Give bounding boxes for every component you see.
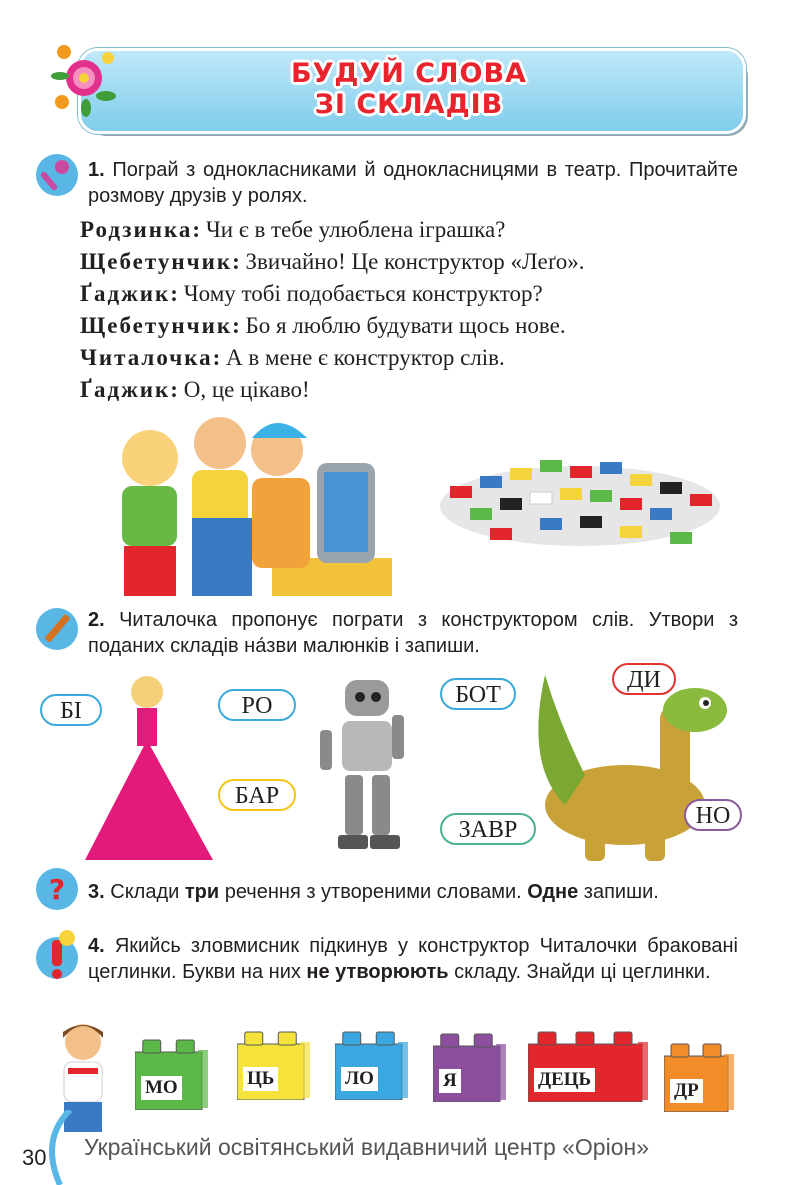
lego-brick-label: МО	[141, 1076, 182, 1100]
lego-brick-label: Я	[439, 1069, 461, 1093]
lego-brick[interactable]	[135, 1038, 210, 1110]
exercise-1-instruction: Пограй з однокласниками й однокласницями в театр. Прочитайте розмову друзів у ролях.	[88, 159, 739, 207]
exercise-2-instruction: Читалочка пропонує пограти з конструктором слів. Утвори з поданих складів на́зви малюнків і запиши.	[88, 609, 738, 657]
lego-brick[interactable]	[433, 1032, 508, 1102]
dialog-text: Бо я люблю будувати щось нове.	[245, 313, 566, 338]
pen-icon	[34, 606, 80, 652]
exercise-3-bold-b: Одне	[527, 881, 579, 903]
exercise-3-bold-a: три	[184, 881, 220, 903]
lego-brick[interactable]	[528, 1030, 650, 1102]
exercise-4-bold: не утворюють	[306, 961, 449, 983]
speaker-name: Щебетунчик	[80, 313, 233, 338]
dialog-line: Щебетунчик: Бо я люблю будувати щось нове.	[80, 313, 566, 338]
lego-brick[interactable]	[335, 1030, 410, 1100]
robot-illustration	[300, 675, 440, 855]
question-mark-icon	[34, 866, 80, 912]
svg-text:?: ?	[48, 873, 66, 906]
exercise-4-number: 4.	[88, 935, 105, 957]
exercise-4-text-b: складу. Знайди ці цеглинки.	[448, 961, 711, 983]
exercise-3-number: 3.	[88, 881, 105, 903]
dinosaur-illustration	[525, 665, 740, 865]
speaker-name: Ґаджик	[80, 377, 171, 402]
exercise-2-text	[88, 607, 738, 659]
dialog-line: Родзинка: Чи є в тебе улюблена іграшка?	[80, 217, 506, 242]
syllable-tag-bi[interactable]: БІ	[40, 694, 102, 726]
lego-bricks-pile-illustration	[430, 446, 730, 556]
dialog-text: О, це цікаво!	[183, 377, 310, 402]
lego-brick-label: ДЕЦЬ	[534, 1068, 595, 1092]
dialog-text: Звичайно! Це конструктор «Леґо».	[245, 249, 585, 274]
exercise-3-text-b: речення з утвореними словами.	[219, 881, 528, 903]
page-number: 30	[22, 1145, 47, 1170]
speaker-name: Родзинка	[80, 217, 193, 242]
dialog-line: Читалочка: А в мене є конструктор слів.	[80, 345, 505, 370]
lego-brick-label: ЛО	[341, 1067, 378, 1091]
children-illustration	[112, 408, 397, 596]
syllable-tag-no[interactable]: НО	[684, 799, 742, 831]
page-title-line2: ЗІ СКЛАДІВ	[314, 89, 504, 120]
dialog-line: Щебетунчик: Звичайно! Це конструктор «Леґо».	[80, 249, 585, 274]
dialog-text: Чому тобі подобається конструктор?	[183, 281, 543, 306]
syllable-tag-bar[interactable]: БАР	[218, 779, 296, 811]
dialog-text: Чи є в тебе улюблена іграшка?	[205, 217, 506, 242]
lego-brick-label: ДР	[670, 1079, 703, 1103]
dialog	[80, 214, 760, 406]
exercise-3-text	[88, 879, 748, 905]
exercise-1-number: 1.	[88, 159, 105, 181]
syllable-tag-zavr[interactable]: ЗАВР	[440, 813, 536, 845]
syllable-tag-bot[interactable]: БОТ	[440, 678, 516, 710]
exercise-3-text-c: запиши.	[578, 881, 659, 903]
exclamation-chick-icon	[34, 928, 80, 984]
dialog-line: Ґаджик: О, це цікаво!	[80, 377, 310, 402]
speaker-name: Ґаджик	[80, 281, 171, 306]
speaker-name: Читалочка	[80, 345, 213, 370]
page-title-line1: БУДУЙ СЛОВА	[291, 58, 527, 89]
exercise-1-text	[88, 157, 738, 209]
syllable-tag-dy[interactable]: ДИ	[612, 663, 676, 695]
exercise-4-text-a: Якийсь зловмисник підкинув у конструктор Читалочки браковані цеглинки. Букви на них	[88, 935, 739, 983]
publisher-name: Український освітянський видавничий центр «Оріон»	[84, 1134, 649, 1160]
lego-brick[interactable]	[237, 1030, 312, 1100]
syllable-tag-ro[interactable]: РО	[218, 689, 296, 721]
dialog-text: А в мене є конструктор слів.	[226, 345, 505, 370]
microphone-icon	[34, 152, 80, 198]
lego-brick-label: ЦЬ	[243, 1067, 278, 1091]
dialog-line: Ґаджик: Чому тобі подобається конструктор?	[80, 281, 543, 306]
lego-brick[interactable]	[664, 1042, 736, 1112]
exercise-2-number: 2.	[88, 609, 105, 631]
exercise-3-text-a: Склади	[110, 881, 185, 903]
exercise-4-text	[88, 933, 738, 985]
speaker-name: Щебетунчик	[80, 249, 233, 274]
page-title	[78, 58, 740, 120]
